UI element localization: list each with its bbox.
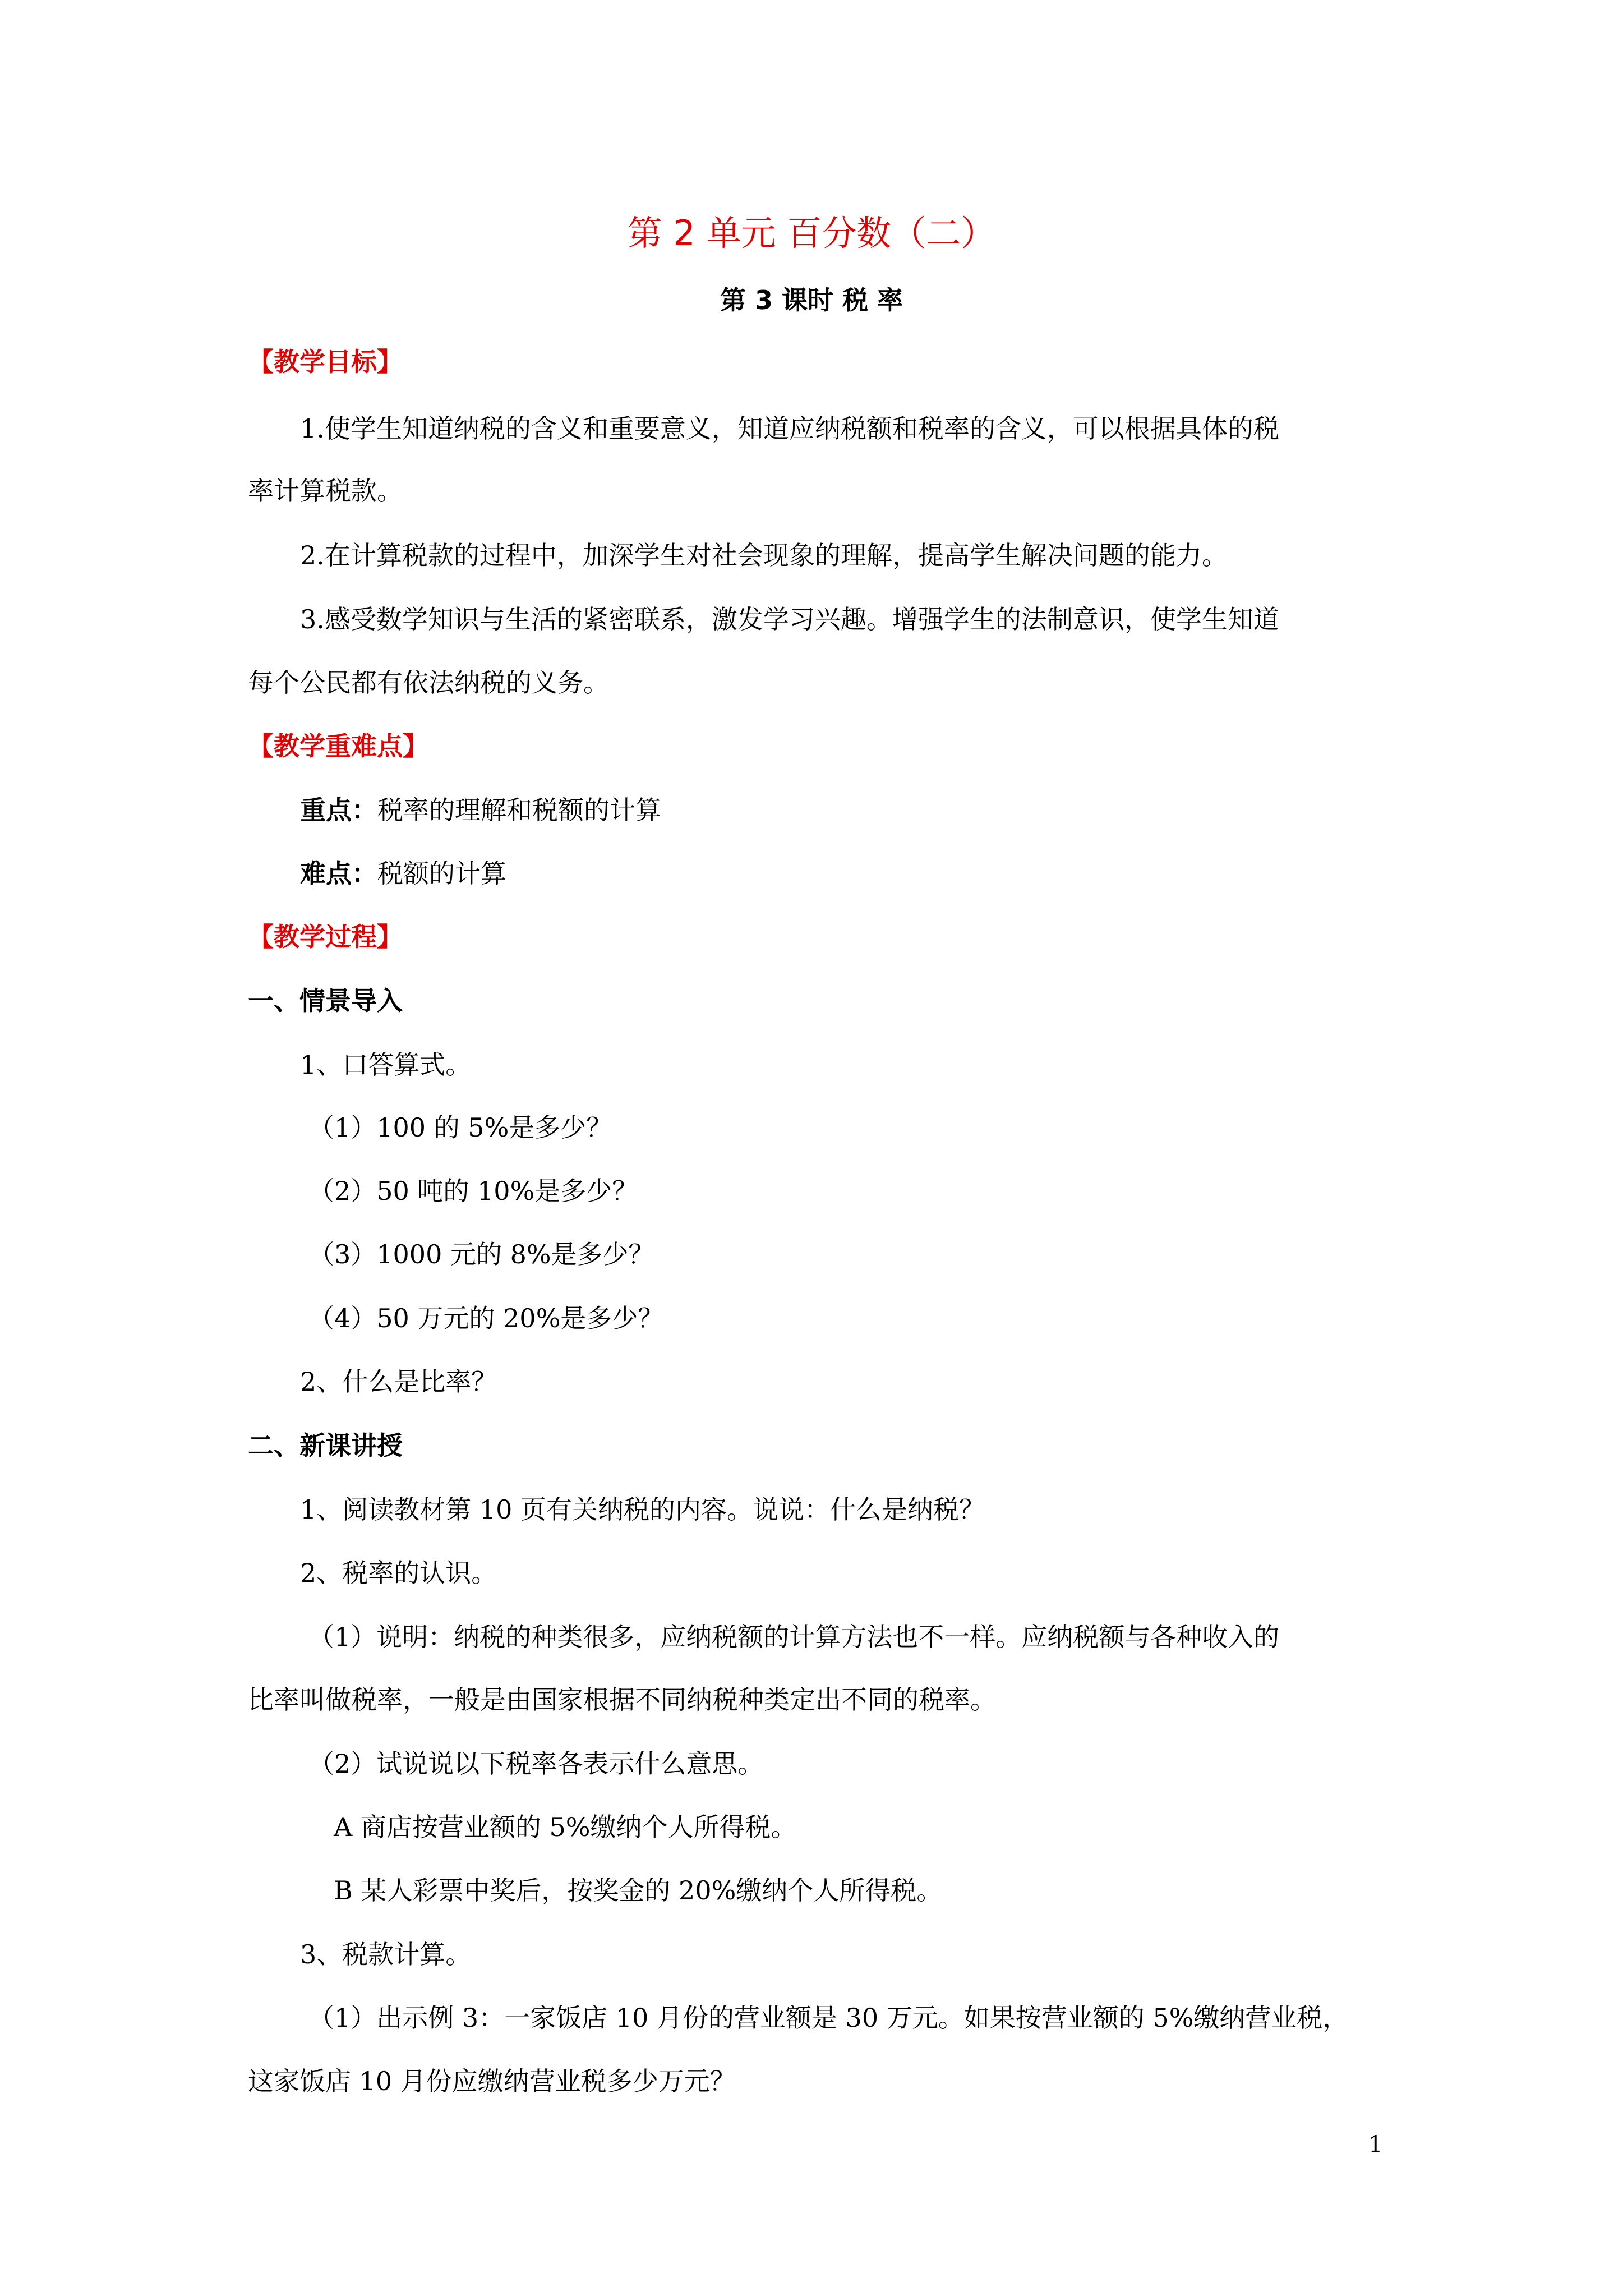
part-1-question-4: （4）50 万元的 20%是多少？	[308, 1303, 664, 1333]
part-2-example-line-2: 这家饭店 10 月份应缴纳营业税多少万元？	[248, 2066, 736, 2096]
keypoints-heading: 【教学重难点】	[248, 731, 428, 761]
process-heading: 【教学过程】	[248, 922, 403, 952]
difficult-point	[300, 857, 506, 890]
key-point	[300, 793, 661, 827]
goal-1-line-2: 率计算税款。	[248, 476, 403, 506]
goal-2: 2.在计算税款的过程中，加深学生对社会现象的理解，提高学生解决问题的能力。	[300, 540, 1228, 570]
part-1-question-1: （1）100 的 5%是多少？	[308, 1112, 612, 1143]
part-2-option-b: B 某人彩票中奖后，按奖金的 20%缴纳个人所得税。	[334, 1875, 943, 1906]
document-title: 第 2 单元 百分数（二）	[627, 213, 996, 254]
part-2-explain-line-2: 比率叫做税率，一般是由国家根据不同纳税种类定出不同的税率。	[248, 1685, 996, 1715]
part-2-item-1: 1、阅读教材第 10 页有关纳税的内容。说说：什么是纳税？	[300, 1494, 985, 1525]
part-2-item-2: 2、税率的认识。	[300, 1558, 497, 1588]
lesson-subtitle: 第 3 课时 税 率	[720, 285, 903, 315]
difficult-point-text: 税额的计算	[377, 858, 506, 889]
part-1-heading: 一、情景导入	[248, 986, 403, 1016]
page-number: 1	[1368, 2132, 1383, 2157]
part-2-try: （2）试说说以下税率各表示什么意思。	[308, 1749, 764, 1779]
part-2-option-a: A 商店按营业额的 5%缴纳个人所得税。	[334, 1812, 797, 1842]
part-1-item-2: 2、什么是比率？	[300, 1366, 497, 1397]
goal-3-line-1: 3.感受数学知识与生活的紧密联系，激发学习兴趣。增强学生的法制意识，使学生知道	[300, 604, 1279, 634]
part-2-example-line-1: （1）出示例 3：一家饭店 10 月份的营业额是 30 万元。如果按营业额的 5%缴纳营业税，	[308, 2003, 1349, 2033]
key-point-text: 税率的理解和税额的计算	[377, 795, 661, 825]
part-1-item-1: 1、口答算式。	[300, 1050, 472, 1080]
difficult-point-label: 难点：	[300, 858, 377, 889]
goal-1-line-1: 1.使学生知道纳税的含义和重要意义，知道应纳税额和税率的含义，可以根据具体的税	[300, 413, 1279, 444]
goals-heading: 【教学目标】	[248, 347, 403, 377]
part-2-explain-line-1: （1）说明：纳税的种类很多，应纳税额的计算方法也不一样。应纳税额与各种收入的	[308, 1622, 1280, 1652]
part-1-question-3: （3）1000 元的 8%是多少？	[308, 1239, 654, 1269]
part-2-item-3: 3、税款计算。	[300, 1939, 472, 1970]
key-point-label: 重点：	[300, 795, 377, 825]
part-1-question-2: （2）50 吨的 10%是多少？	[308, 1176, 638, 1206]
part-2-heading: 二、新课讲授	[248, 1430, 403, 1461]
goal-3-line-2: 每个公民都有依法纳税的义务。	[248, 668, 609, 698]
